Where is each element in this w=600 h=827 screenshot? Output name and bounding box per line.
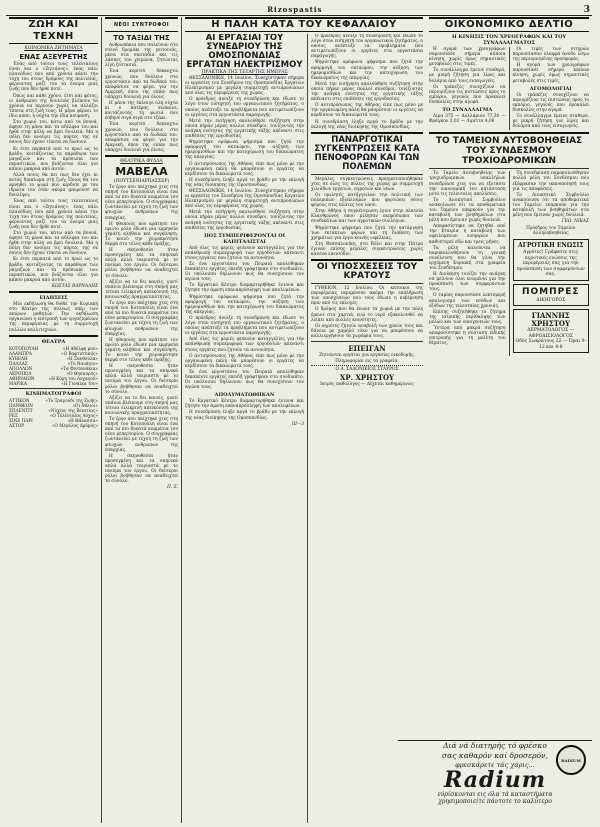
ad-urgent [311, 344, 423, 364]
paragraph: ΓΥΘΕΙΟΝ, 12 Ιουλίου. Οι κάτοικοι της περιφέρειας περιμένουν ακόμα την εκπλήρωση των υποσχέσεων που τους έδωσε η κυβέρνηση πριν από τις εκλογές. [311, 286, 423, 307]
paragraph: Το Διοικητικό Συμβούλιο ανακοίνωσε ότι τα αποθεματικά του Ταμείου επαρκούν για την καταβολή των βοηθημάτων στα μέλη που έμειναν χωρίς δουλειά. [512, 192, 589, 219]
divider [429, 168, 589, 169]
ad-doctor-specialty: ΔΕΡΜΑΤΟΛΟΓΟΣ — ΑΦΡΟΔΙΣΙΟΛΟΓΟΣ [527, 328, 575, 339]
sub-economic: Η ΚΙΝΗΣΙΣ ΤΟΝ ΧΡΕΟΓΡΑΦΩΝ ΚΑΙ ΤΟΥ ΣΥΝΑΛΛΑΓΜΑΤΟΣ [451, 34, 567, 46]
paragraph: Ένα κορίτσι δεκαοχτώ χρονών, που δούλευε στο εργοστάσιο από τα δώδεκά του, αποφάσισε να φύγει για την Αμερική, όπου της είπαν πως υπάρχει δουλειά για όλους. [105, 69, 178, 100]
ad-agro-text: Αγρότες! Γράφεστε στις αγροτικές ενώσεις της περιφέρειάς σας για την προάσπιση των συμφερόντων σας. [516, 250, 585, 278]
paragraph: Οι τιμές των σιτηρών παρουσίασαν ελαφρά άνοδο λόγω της περιορισμένης προσφοράς. [512, 47, 589, 63]
paragraph: Η ηθοποιός που κράτησε τον πρώτο ρόλο έδωσε μια ερμηνεία γεμάτη αλήθεια και συγκίνηση. Το κοινό την χειροκρότησε θερμά στο τέλος κάθε πράξης. [105, 337, 178, 364]
paragraph: Ο δρόμος που θα ένωνε τα χωριά με την πόλη έμεινε στα χαρτιά, ενώ το νερό εξακολουθεί να λείπει από πολλές κοινότητες. [311, 307, 423, 323]
paragraph: Ο πρόεδρος άνοιξε τη συνεδρίαση και έδωσε το λόγο στον εισηγητή του οργανωτικού ζητήματος, ο οποίος ανέπτυξε τα προβλήματα που αντιμετωπίζουν οι εργάτες στα εργοστάσια παραγωγής. [185, 315, 304, 337]
paragraph: Στο χωριό του, κάτω από τα βουνά, άφησε τη μάνα και τα αδέλφια του και ήρθε στην πόλη να βρει δουλειά. Μα η πόλη δεν ανοίγει τις πόρτες της σε όσους δεν έχουν τίποτα να δώσουν. [9, 231, 98, 257]
labour-section [182, 17, 426, 823]
cinema-heading: ΚΙΝΗΜΑΤΟΓΡΑΦΟΙ [25, 390, 82, 397]
paragraph: Τη συνεδρίαση παρακολούθησαν πολλά μέλη του Συνδέσμου που εξέφρασαν την ικανοποίησή τους για τις αποφάσεις. [512, 171, 589, 192]
labour-columns [182, 34, 426, 823]
paragraph: Ένας από τούτοι τους τελευταίους είναι και ο «Ζητιάνος», ένας πάλι πλανόδιος που από χρόνια κάνει την τύχη του στους δρόμους της πολιτείας, φέρνοντας μαζί του τα όνειρα μιας ζωής που δεν ήρθε ποτέ. [9, 62, 98, 93]
ad-pompes-sub: ΔΙΚΗΓΟΡΟΣ [536, 297, 566, 303]
ad-doctor-text: Ιατρός παθολόγος — Δέχεται καθημερινώς [320, 381, 414, 387]
list-item: ΣΠΛΕΝΤΙΤ «Νύχτες της Βενετίας» [9, 407, 98, 413]
ad-radium [398, 740, 592, 822]
paragraph: Το Ταμείο Αυτοβοηθείας των τροχιοδρομικών υπαλλήλων συνεδρίασε χτες για να εξετάσει την οικονομική του κατάσταση μετά τις τελευταίες απολύσεις. [429, 171, 506, 197]
paragraph: Σε ένα εργοστάσιο του Πειραιά απολύθηκαν δεκαπέντε εργάτες επειδή γράφτηκαν στο συνδικάτο. Οι υπόλοιποι δηλώνουν πως θα συνεχίσουν τον αγώνα τους. [185, 369, 304, 391]
paragraph: Μεγάλες συγκεντρώσεις πραγματοποιήθηκαν χτες σε όλες τις πόλεις της χώρας με συμμετοχή χιλιάδων εργατών, αγροτών και νέων. [311, 176, 423, 192]
paragraph: Το συνάλλαγμα έμεινε σταθερό, με μικρή ζήτηση για λίρες και δολάρια από τους εισαγωγείς. [512, 114, 589, 130]
signature-nikas: ΓΕΩ. ΝΙΚΑΣ [561, 219, 589, 225]
tram-right [509, 171, 590, 356]
cinema-list [9, 398, 98, 428]
paragraph: Όπως και κάθε χρόνο, έτσι και φέτος, οι άνθρωποι της δουλειάς βλέπουν τα χρόνια να περνούν χωρίς να αλλάζει τίποτα στη ζωή τους. Η μέρα φέρνει το ίδιο κόπο, η νύχτα την ίδια κούραση. [9, 93, 98, 119]
list-item: ΑΠΟΛΛΩΝ «Τα Φιντανάκια» [9, 365, 98, 371]
paragraph: Το Διοικητικό Συμβούλιο ανακοίνωσε ότι τα αποθεματικά του Ταμείου επαρκούν για την καταβολή των βοηθημάτων στα μέλη που έμειναν χωρίς δουλειά. [429, 197, 506, 224]
paragraph: Η Διοίκηση τονίζει την ανάγκη να μείνουν όλοι ενωμένοι για την προάσπιση των συμφερόντων τους. [429, 272, 506, 293]
paragraph: Οι ομιλητές κατήγγειλαν την πολιτική των πολεμικών εξοπλισμών που φορτώνει νέους φόρους στις πλάτες του λαού. [311, 192, 423, 209]
sub-congress: ΠΡΑΚΤΙΚΑ ΤΗΣ ΤΕΤΑΡΤΗΣ ΗΜΕΡΑΣ [201, 70, 288, 75]
list-item: ΑΘΗΝΑΙΟΝ «Η Κόρη του Λοχαγού» [9, 375, 98, 381]
theatre-heading: ΘΕΑΤΡΑ [41, 338, 66, 345]
economic-right [509, 47, 590, 130]
radium-line-2: σας καθαρόν καί δροσερόν, [442, 751, 548, 760]
paragraph: Η συνεδρίαση έληξε αργά το βράδυ με την εκλογή της νέας διοίκησης της Ομοσπονδίας. [185, 177, 304, 188]
list-item: ΑΚΡΟΠΟΛ «Ο Θησαυρός» [9, 370, 98, 376]
column-footer: ΙΙΙ—3 [291, 421, 304, 427]
column-economic [426, 17, 592, 823]
paragraph: Από όλες τις μεριές φτάνουν καταγγελίες για την απάνθρωπη συμπεριφορά των εργοδοτών απέναντι στους εργάτες που ζητούν τα αυτονόητα. [185, 245, 304, 261]
news-paragraph: Μία εκδήλωση θα δοθεί την Κυριακή στο θέατρο της πόλεως υπέρ των απόρων μαθητών. Την εκδήλωση οργανώνει η επιτροπή των εργαζομένων της περιφέρειας με τη συμμετοχή πολλών καλλιτεχνών. [9, 302, 98, 333]
paragraph: Κι έτσι περπατά από το πρωί ως το βράδυ, κοιτάζοντας τα παράθυρα των μαγαζιών και τα πρόσωπα των περαστικών, που βιάζονται όλοι για κάπου μακρυά από αυτόν. [9, 257, 98, 283]
headline-tram-fund: ΤΟ ΤΑΜΕΙΟΝ ΑΥΤΟΒΟΗΘΕΙΑΣ ΤΟΥ ΣΥΝΔΕΣΜΟΥ ΤΡΟΧΙΟΔΡΟΜΙΚΩΝ [435, 136, 583, 167]
paragraph: Από όλες τις μεριές φτάνουν καταγγελίες για την απάνθρωπη συμπεριφορά των εργοδοτών απέναντι στους εργάτες που ζητούν τα αυτονόητα. [185, 337, 304, 353]
headline-mavela: ΜΑΒΕΛΑ [115, 164, 168, 178]
divider [311, 174, 423, 175]
headline-congress: ΑΙ ΕΡΓΑΣΙΑΙ ΤΟΥ ΣΥΝΕΔΡΙΟΥ ΤΗΣ ΟΜΟΣΠΟΝΔΙΑΣ ΕΡΓΑΤΩΝ ΗΛΕΚΤΡΙΣΜΟΥ [186, 34, 303, 70]
ad-pompes-title: ΠΟΜΠΡΕΣ [521, 286, 580, 297]
divider [9, 388, 98, 389]
list-item: ΠΑΝΘΕΟΝ «Οι Άθλιοι» [9, 402, 98, 408]
ad-doctor [311, 367, 423, 387]
paragraph: Σε ένα εργοστάσιο του Πειραιά απολύθηκαν δεκαπέντε εργάτες επειδή γράφτηκαν στο συνδικάτο. Οι υπόλοιποι δηλώνουν πως θα συνεχίσουν τον αγώνα τους. [185, 262, 304, 283]
paragraph: Ψηφίστηκε ομόφωνα ψήφισμα που ζητά την εφαρμογή του οκταώρου, την αύξηση των ημερομισθίων και την κατοχύρωση του δικαιώματος της απεργίας. [311, 60, 423, 81]
paragraph: Ο αντιπρόσωπος της Αθήνας είπε πως μόνο με την οργανωμένη πάλη θα μπορέσουν οι εργάτες να κερδίσουν τα δικαιώματά τους. [185, 161, 304, 177]
economic-twocol [429, 47, 589, 130]
divider [311, 341, 423, 342]
tram-twocol [429, 171, 589, 356]
paragraph: Η αγορά των χρεογράφων παρουσίασε σήμερα κάποια κίνηση, χωρίς όμως σημαντικές μεταβολές στις τιμές. [429, 47, 506, 68]
author-initials: Π. Σ. [167, 485, 178, 491]
paragraph: Μετά την εισήγηση ακολούθησε συζήτηση στην οποία πήραν μέρος πολλοί σύνεδροι, τονίζοντας την ανάγκη ενότητας της εργατικής τάξης απέναντι στις επιθέσεις της εργοδοσίας. [185, 118, 304, 140]
divider [429, 132, 589, 134]
section-title-life-art: ΖΩΗ ΚΑΙ ΤΕΧΝΗ [9, 17, 98, 44]
sub-quotations: ΑΓΟΜΟΛΟΓΙΑΙ [529, 85, 572, 92]
paragraph: Η σκηνοθεσία ήταν προσεγμένη και τα σκηνικά απλά αλλά ταιριαστά με το πνεύμα του έργου. Οι δεύτεροι ρόλοι βοήθησαν να αναδειχτεί το σύνολο. [105, 364, 178, 395]
headline-rallies: ΠΑΝΑΡΓΟΤΙΚΑΙ ΣΥΓΚΕΝΤΡΩΣΕΙΣ ΚΑΤΑ ΠΕΝΟΦΟΡΩΝ ΚΑΙ ΤΩΝ ΠΟΛΕΜΩΝ [314, 134, 420, 172]
ad-doctor-kicker: Ο Α. ΣΑΛΟΝΙΚΙΟΣ ΣΤΑΥΡΟΣ [335, 367, 399, 373]
ad-urgent-text: Ζητούνται εργάται για εργασίες οικοδομής. Πληροφορίαι εις τα γραφεία. [319, 353, 415, 364]
paragraph: Ένας από τούτοι τους τελευταίους είναι και ο «Ζητιάνος», ένας πάλι πλανόδιος που από χρόνια κάνει την τύχη του στους δρόμους της πολιτείας, φέρνοντας μαζί του τα όνειρα μιας ζωής που δεν ήρθε ποτέ. [9, 199, 98, 230]
banner-economic: ΟΙΚΟΝΟΜΙΚΟ ΔΕΛΤΙΟ [429, 17, 589, 32]
ad-agro [513, 239, 590, 281]
radium-line-1: Διά νά διατηρής τό φρέσκο [443, 741, 547, 750]
paragraph: Μετά την εισήγηση ακολούθησε συζήτηση στην οποία πήραν μέρος πολλοί σύνεδροι, τονίζοντας την ανάγκη ενότητας της εργατικής τάξης απέναντι στις επιθέσεις της εργοδοσίας. [311, 81, 423, 103]
banner-struggle: Η ΠΑΛΗ ΚΑΤΑ ΤΟΥ ΚΕΦΑΛΑΙΟΥ [185, 17, 423, 32]
paragraph: Αλλά ποιος θα πει πως δεν έχει κι αυτός δικαίωμα στη ζωή; Ποιος θα του αρνηθεί το ψωμί που κέρδισε με τον ιδρώτα του όταν ακόμα μπορούσε να δουλέψει; [9, 172, 98, 199]
paragraph: Η ηθοποιός που κράτησε τον πρώτο ρόλο έδωσε μια ερμηνεία γεμάτη αλήθεια και συγκίνηση. Το κοινό την χειροκρότησε θερμά στο τέλος κάθε πράξης. [105, 221, 178, 247]
paragraph: Το έργο που παίχτηκε χτες στη σκηνή του Κοτοπούλη είναι ένα από τα πιο δυνατά κομμάτια του νέου ρεπερτορίου. Ο συγγραφέας ζωντανεύει με τέχνη τη ζωή των φτωχών ανθρώπων της επαρχίας. [105, 301, 178, 337]
radium-line-5: χρησιμοποιείτε πάντοτε το καλύτερο [438, 798, 552, 805]
list-item: ΚΥΒΕΛΗ «Η Ξανθούλα» [9, 355, 98, 361]
kicker-young: ΝΕΟΙ ΣΥΝΤΡΟΦΟΙ [105, 17, 178, 32]
list-item: ΡΕΞ «Ο Τελευταίος Λόχος» [9, 412, 98, 418]
divider [9, 335, 98, 337]
masthead-title: Rizospastis [267, 5, 323, 14]
ad-doctor-name: ΧΡ. ΧΡΗΣΤΟΥ [339, 372, 395, 382]
divider [311, 365, 423, 366]
ad-agro-title: ΑΓΡΟΤΙΚΗ ΕΝΩΣΙΣ [517, 242, 584, 250]
paragraph: Το Εργατικό Κέντρο διαμαρτυρήθηκε έντονα και ζήτησε την άμεση επαναπρόσληψη των απολυμένων. [185, 283, 304, 294]
paragraph: Οι αγρότες ζητούν αναβολή των χρεών τους και δάνεια με χαμηλό τόκο για να μπορέσουν να καλλιεργήσουν τα χωράφια τους. [311, 323, 423, 339]
divider [311, 283, 423, 284]
list-item: ΑΛΑΜΠΡΑ «Ο Βαφτιστικός» [9, 350, 98, 356]
headline-col1: ΕΝΑΣ ΑΞΕΥΡΕΤΗΣ [19, 53, 88, 61]
radium-logo-icon: RADIUM [556, 745, 586, 775]
economic-left [429, 47, 506, 130]
paragraph: Αξίζει να το δει κανείς, γιατί σπάνια βλέπουμε στη σκηνή μας τέτοια ειλικρινή απεικόνιση της κοινωνικής πραγματικότητας. [105, 395, 178, 416]
list-item: ΜΑΡΙΚΑ «Η Γυναίκα του» [9, 380, 98, 386]
paragraph: Επίσης συζητήθηκε το ζήτημα της ιατρικής περίθαλψης των μελών και των οικογενειών τους. [429, 309, 506, 325]
paragraph: Στη Θεσσαλονίκη, στο Βόλο και στην Πάτρα έγιναν επίσης μεγάλες συγκεντρώσεις χωρίς κανένα επεισόδιο. [311, 241, 423, 257]
paragraph: Το Εργατικό Κέντρο διαμαρτυρήθηκε έντονα και ζήτησε την άμεση επαναπρόσληψη των απολυμένων. [185, 399, 304, 410]
paragraph: Ο αντιπρόσωπος της Αθήνας είπε πως μόνο με την οργανωμένη πάλη θα μπορέσουν οι εργάτες να κερδίσουν τα δικαιώματά τους. [185, 353, 304, 369]
author-signature: ΚΩΣΤΑΣ ΒΑΡΝΑΛΗΣ [51, 283, 98, 289]
paragraph: Το συνάλλαγμα έμεινε σταθερό, με μικρή ζήτηση για λίρες και δολάρια από τους εισαγωγείς. [429, 68, 506, 84]
kicker-social: ΚΟΙΝΩΝΙΚΑ ΖΗΤΗΜΑΤΑ [24, 46, 83, 51]
masthead [6, 4, 592, 16]
paragraph: Τα μέλη καλούνται να παρακολουθήσουν τη γενική συνέλευση που θα γίνει την ερχόμενη Κυριακή στα γραφεία του Συνδέσμου. [429, 245, 506, 271]
paragraph: Ψηφίστηκε ομόφωνα ψήφισμα που ζητά την εφαρμογή του οκταώρου, την αύξηση των ημερομισθίων και την κατοχύρωση του δικαιώματος της απεργίας. [185, 140, 304, 161]
headline-promises: ΟΙ ΥΠΟΣΧΕΣΕΙΣ ΤΟΥ ΚΡΑΤΟΥΣ [316, 262, 418, 282]
radium-brand: Radium [443, 767, 547, 793]
paragraph: Η συνεδρίαση έληξε αργά το βράδυ με την εκλογή της νέας διοίκησης της Ομοσπονδίας. [311, 119, 423, 130]
list-item: ΚΟΤΟΠΟΥΛΗ «Η Αδέλφη μου» [9, 345, 98, 351]
paragraph: Μετά την εισήγηση ακολούθησε συζήτηση στην οποία πήραν μέρος πολλοί σύνεδροι, τονίζοντας την ανάγκη ενότητας της εργατικής τάξης απέναντι στις επιθέσεις της εργοδοσίας. [185, 210, 304, 231]
column-life-and-art [6, 17, 102, 823]
divider [105, 155, 178, 157]
theatre-sheets-kicker: ΘΕΑΤΡΙΚΑ ΦΥΛΛΑ [120, 158, 163, 164]
sub-exchange: ΤΟ ΣΥΝΑΛΛΑΓΜΑ [442, 107, 493, 114]
small-kicker: (ΠΟΥΤΣΕΝΙΑΡΠΑΣΣΕΡ) [113, 178, 170, 184]
paragraph: Ένα κορίτσι δεκαοχτώ χρονών, που δούλευε στο εργοστάσιο από τα δώδεκά του, αποφάσισε να φύγει για την Αμερική, όπου της είπαν πως υπάρχει δουλειά για όλους. [105, 122, 178, 153]
paragraph: Στο χωριό του, κάτω από τα βουνά, άφησε τη μάνα και τα αδέλφια του και ήρθε στην πόλη να βρει δουλειά. Μα η πόλη δεν ανοίγει τις πόρτες της σε όσους δεν έχουν τίποτα να δώσουν. [9, 120, 98, 146]
ad-dermatologist [513, 309, 590, 353]
paragraph: Ο πρόεδρος άνοιξε τη συνεδρίαση και έδωσε το λόγο στον εισηγητή του οργανωτικού ζητήματος, ο οποίος ανέπτυξε τα προβλήματα που αντιμετωπίζουν οι εργάτες στα εργοστάσια παραγωγής. [185, 97, 304, 118]
paragraph: Η συνεδρίαση έληξε αργά το βράδυ με την εκλογή της νέας διοίκησης της Ομοσπονδίας. [185, 410, 304, 421]
exchange-rates: Λίρα 375 — Δολλάριον 77,30 — Φράγκον 3,02 — Λιρέττα 4,06 [429, 114, 506, 125]
paragraph: Οι τράπεζες συνεχίζουν να περιορίζουν τις πιστώσεις προς το εμπόριο, γεγονός που προκαλεί δυσκολίες στην αγορά. [512, 92, 589, 113]
tram-left [429, 171, 506, 356]
paragraph: Το έργο που παίχτηκε χτες στη σκηνή του Κοτοπούλη είναι ένα από τα πιο δυνατά κομμάτια του νέου ρεπερτορίου. Ο συγγραφέας ζωντανεύει με τέχνη τη ζωή των φτωχών ανθρώπων της επαρχίας. [105, 184, 178, 221]
divider [311, 259, 423, 261]
paragraph: Η αγορά των χρεογράφων παρουσίασε σήμερα κάποια κίνηση, χωρίς όμως σημαντικές μεταβολές στις τιμές. [512, 63, 589, 84]
ad-pompes [513, 284, 590, 307]
paragraph: Ο ταμίας παρουσίασε λεπτομερή απολογισμό των εσόδων και εξόδων της τελευταίας χρονιάς. [429, 293, 506, 309]
paragraph: Ο πρόεδρος άνοιξε τη συνεδρίαση και έδωσε το λόγο στον εισηγητή του οργανωτικού ζητήματος, ο οποίος ανέπτυξε τα προβλήματα που αντιμετωπίζουν οι εργάτες στα εργοστάσια παραγωγής. [311, 34, 423, 60]
column-rallies [308, 34, 426, 823]
radium-line-4: εύρίσκονται εις όλα τά καταστήματα [437, 791, 553, 798]
paragraph: Ανθρωπάκια που σαλεύουν στο στενό δρομάκι της γειτονιάς, μέσα στα σκοτάδια και τις λάσπες του χειμώνα, ζητώντας λίγη ζεστασιά. [105, 43, 178, 69]
ad-doctor-address: Οδός Σωκράτους 22 — Ώραι 9-12 και 4-8 [515, 339, 586, 350]
paragraph: ΘΕΣΣΑΛΟΝΙΚΗ, 14 Ιουλίου. Συνεχίστηκαν σήμερα οι εργασίες του Συνεδρίου της Ομοσπονδίας Εργατών Ηλεκτρισμού με μεγάλη συμμετοχή αντιπροσώπων από όλες τις περιφέρειες της χώρας. [185, 188, 304, 210]
paragraph: Η σκηνοθεσία ήταν προσεγμένη και τα σκηνικά απλά αλλά ταιριαστά με το πνεύμα του έργου. Οι δεύτεροι ρόλοι βοήθησαν να αναδειχτεί το σύνολο. [105, 248, 178, 279]
theatre-list [9, 346, 98, 386]
paragraph: Αξίζει να το δει κανείς, γιατί σπάνια βλέπουμε στη σκηνή μας τέτοια ειλικρινή απεικόνιση της κοινωνικής πραγματικότητας. [105, 279, 178, 300]
paragraph: Κι έτσι περπατά από το πρωί ως το βράδυ, κοιτάζοντας τα παράθυρα των μαγαζιών και τα πρόσωπα των περαστικών, που βιάζονται όλοι για κάπου μακρυά από αυτόν. [9, 146, 98, 172]
divider [9, 291, 98, 293]
paragraph: Το έργο που παίχτηκε χτες στη σκηνή του Κοτοπούλη είναι ένα από τα πιο δυνατά κομμάτια του νέου ρεπερτορίου. Ο συγγραφέας ζωντανεύει με τέχνη τη ζωή των φτωχών ανθρώπων της επαρχίας. [105, 417, 178, 453]
page-number: 3 [583, 4, 590, 15]
list-item: ΣΙΝΕ ΠΑΡΙ «Η Θάλασσα» [9, 417, 98, 423]
paragraph: Στην Αθήνα η συγκέντρωση έγινε στην πλατεία Κλαυθμώνος όπου μίλησαν εκπρόσωποι των συνδικάτων και των αγροτικών συλλόγων. [311, 209, 423, 225]
paragraph: Η σκηνοθεσία ήταν προσεγμένη και τα σκηνικά απλά αλλά ταιριαστά με το πνεύμα του έργου. Οι δεύτεροι ρόλοι βοήθησαν να αναδειχτεί το σύνολο. [105, 453, 178, 485]
list-item: ΑΤΤΙΚΟΝ «Το Τραγούδι της Ζωής» [9, 397, 98, 403]
paragraph: Αποφασίστηκε να ζητηθεί από την Εταιρία η καταβολή των οφειλόμενων εισφορών που καθυστερεί εδώ και τρεις μήνες. [429, 224, 506, 245]
paragraph: Οι τράπεζες συνεχίζουν να περιορίζουν τις πιστώσεις προς το εμπόριο, γεγονός που προκαλεί δυσκολίες στην αγορά. [429, 84, 506, 105]
columns [6, 17, 592, 823]
paragraph: Ψηφίστηκε ομόφωνα ψήφισμα που ζητά την εφαρμογή του οκταώρου, την αύξηση των ημερομισθίων και την κατοχύρωση του δικαιώματος της απεργίας. [185, 294, 304, 315]
sub-capitalists: ΠΟΣ ΣΥΜΠΕΡΙΦΕΡΟΝΤΑΙ ΟΙ ΚΑΠΙΤΑΛΙΣΤΑΙ [204, 232, 285, 245]
paragraph: Η μάνα της έκλαιγε όλη νύχτα κι ο πατέρας σώπαινε, κοιτάζοντας τη φωτιά που έσβηνε σιγά σιγά στο τζάκι. [105, 101, 178, 122]
signature-role: Πρόεδρος του Ταμείου Αλληλοβοηθείας [526, 226, 576, 237]
column-congress [182, 34, 308, 823]
paragraph: Ο αντιπρόσωπος της Αθήνας είπε πως μόνο με την οργανωμένη πάλη θα μπορέσουν οι εργάτες να κερδίσουν τα δικαιώματά τους. [311, 103, 423, 119]
list-item: ΠΑΛΛΑΣ «Το Ναυάγιο» [9, 360, 98, 366]
ad-urgent-title: ΕΠΕΙΓΑΝ [348, 344, 386, 354]
headline-col2: ΤΟ ΤΑΞΙΔΙ ΤΗΣ [113, 34, 170, 42]
radium-line-3: φρεσκάρετε τάς χάρις... [455, 761, 535, 769]
column-young-comrades [102, 17, 182, 823]
ad-doctor-name-2: ΓΙΑΝΝΗΣ ΧΡΗΣΤΟΥ [531, 311, 571, 329]
list-item: ΑΣΤΟΡ «Ο Μεγάλος Δρόμος» [9, 422, 98, 428]
paragraph: Ψηφίστηκε ψήφισμα που ζητά την κατάργηση των έκτακτων φόρων και τη διάθεση των χρημάτων για έργα κοινής ωφέλειας. [311, 225, 423, 241]
news-heading: ΕΙΔΗΣΕΙΣ [39, 295, 68, 302]
sub-dismissed: ΑΠΟΛΥΜΑΤΩΘΗΚΑΝ [214, 392, 275, 399]
paragraph: Ύστερα από μακρά συζήτηση αποφασίστηκε η σύσταση ειδικής επιτροπής για τη μελέτη του θέματος. [429, 326, 506, 347]
divider [311, 132, 423, 134]
paragraph: ΘΕΣΣΑΛΟΝΙΚΗ, 14 Ιουλίου. Συνεχίστηκαν σήμερα οι εργασίες του Συνεδρίου της Ομοσπονδίας Εργατών Ηλεκτρισμού με μεγάλη συμμετοχή αντιπροσώπων από όλες τις περιφέρειες της χώρας. [185, 76, 304, 97]
